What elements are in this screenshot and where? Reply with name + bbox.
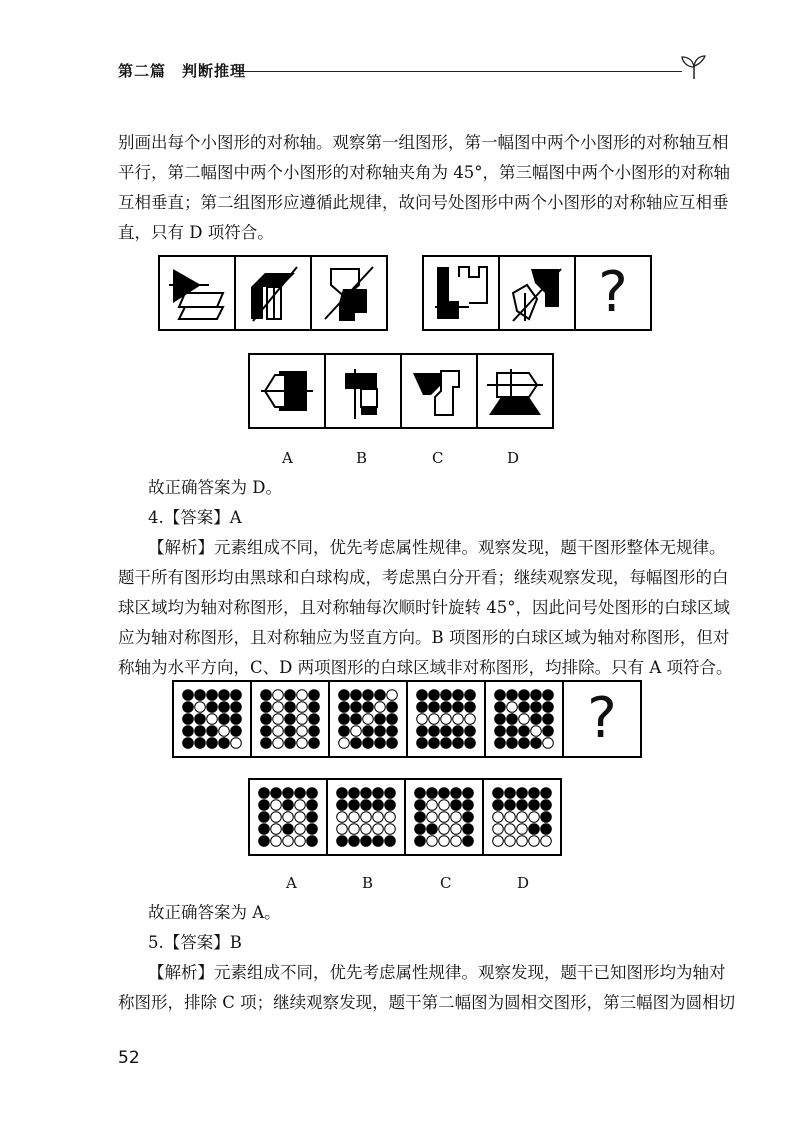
- black-ball: [219, 714, 230, 725]
- q3-option-d-figure[interactable]: [478, 353, 554, 429]
- black-ball: [285, 738, 296, 749]
- white-ball: [541, 836, 552, 847]
- white-ball: [439, 812, 450, 823]
- black-ball: [231, 726, 242, 737]
- black-ball: [337, 836, 348, 847]
- black-ball: [529, 800, 540, 811]
- q4-option-a-label[interactable]: A: [286, 874, 297, 892]
- section-title: 第二篇 判断推理: [118, 62, 247, 80]
- black-ball: [351, 714, 362, 725]
- black-ball: [261, 726, 272, 737]
- white-ball: [283, 836, 294, 847]
- black-ball: [219, 738, 230, 749]
- black-ball: [351, 702, 362, 713]
- white-ball: [373, 812, 384, 823]
- black-ball: [415, 836, 426, 847]
- white-ball: [517, 824, 528, 835]
- black-ball: [531, 714, 542, 725]
- q3-figure-4: [422, 255, 500, 331]
- black-ball: [385, 788, 396, 799]
- white-ball: [493, 836, 504, 847]
- white-ball: [337, 812, 348, 823]
- black-ball: [415, 800, 426, 811]
- black-ball: [361, 788, 372, 799]
- black-ball: [385, 800, 396, 811]
- black-ball: [373, 788, 384, 799]
- q4-figure-4: [408, 680, 486, 758]
- black-ball: [361, 836, 372, 847]
- white-ball: [271, 800, 282, 811]
- black-ball: [231, 714, 242, 725]
- white-ball: [529, 812, 540, 823]
- black-ball: [451, 800, 462, 811]
- white-ball: [271, 812, 282, 823]
- q4-analysis-4: 应为轴对称图形，且对称轴应为竖直方向。B 项图形的白球区域为轴对称图形，但对: [118, 628, 730, 647]
- q3-line-3: 互相垂直；第二组图形应遵循此规律，故问号处图形中两个小图形的对称轴应互相垂: [118, 193, 729, 212]
- black-ball: [439, 788, 450, 799]
- black-ball: [363, 702, 374, 713]
- black-ball: [543, 714, 554, 725]
- black-ball: [373, 836, 384, 847]
- black-ball: [453, 738, 464, 749]
- q3-line-2: 平行，第二幅图中两个小图形的对称轴夹角为 45°，第三幅图中两个小图形的对称轴: [118, 163, 730, 182]
- white-ball: [273, 714, 284, 725]
- black-ball: [349, 836, 360, 847]
- black-ball: [531, 690, 542, 701]
- black-ball: [375, 714, 386, 725]
- black-ball: [531, 702, 542, 713]
- white-ball: [465, 714, 476, 725]
- black-ball: [507, 726, 518, 737]
- black-ball: [417, 738, 428, 749]
- black-ball: [375, 726, 386, 737]
- black-ball: [283, 788, 294, 799]
- q3-figure-2: [236, 255, 312, 331]
- black-ball: [351, 690, 362, 701]
- black-ball: [495, 738, 506, 749]
- black-ball: [463, 824, 474, 835]
- q3-figure-group-1: [158, 255, 388, 331]
- black-ball: [417, 702, 428, 713]
- black-ball: [363, 738, 374, 749]
- black-ball: [543, 702, 554, 713]
- black-ball: [195, 738, 206, 749]
- black-ball: [465, 738, 476, 749]
- black-ball: [259, 824, 270, 835]
- black-ball: [339, 702, 350, 713]
- q4-figure-1: [172, 680, 252, 758]
- black-ball: [183, 702, 194, 713]
- q4-conclusion: 故正确答案为 A。: [148, 903, 281, 922]
- black-ball: [361, 800, 372, 811]
- black-ball: [231, 702, 242, 713]
- q4-option-c-figure[interactable]: [406, 778, 484, 856]
- black-ball: [495, 726, 506, 737]
- black-ball: [441, 690, 452, 701]
- white-ball: [273, 702, 284, 713]
- white-ball: [451, 812, 462, 823]
- black-ball: [339, 726, 350, 737]
- white-ball: [297, 738, 308, 749]
- black-ball: [207, 738, 218, 749]
- black-ball: [517, 788, 528, 799]
- question-mark: ?: [598, 260, 628, 325]
- black-ball: [261, 702, 272, 713]
- black-ball: [337, 788, 348, 799]
- black-ball: [363, 690, 374, 701]
- black-ball: [493, 800, 504, 811]
- white-ball: [297, 702, 308, 713]
- q3-option-d-label[interactable]: D: [507, 449, 520, 467]
- black-ball: [285, 726, 296, 737]
- q4-option-d-figure[interactable]: [484, 778, 562, 856]
- q4-options-row: [248, 778, 562, 856]
- black-ball: [463, 800, 474, 811]
- white-ball: [363, 714, 374, 725]
- black-ball: [541, 788, 552, 799]
- black-ball: [543, 726, 554, 737]
- black-ball: [465, 690, 476, 701]
- black-ball: [261, 690, 272, 701]
- black-ball: [207, 690, 218, 701]
- black-ball: [415, 824, 426, 835]
- q4-answer: 4.【答案】A: [148, 508, 242, 527]
- black-ball: [387, 714, 398, 725]
- black-ball: [339, 714, 350, 725]
- white-ball: [531, 726, 542, 737]
- black-ball: [441, 702, 452, 713]
- black-ball: [363, 726, 374, 737]
- white-ball: [295, 836, 306, 847]
- black-ball: [441, 726, 452, 737]
- black-ball: [429, 726, 440, 737]
- q3-figure-1: [158, 255, 236, 331]
- black-ball: [285, 714, 296, 725]
- black-ball: [351, 738, 362, 749]
- black-ball: [453, 702, 464, 713]
- white-ball: [273, 738, 284, 749]
- white-ball: [453, 714, 464, 725]
- black-ball: [519, 690, 530, 701]
- black-ball: [373, 800, 384, 811]
- black-ball: [495, 702, 506, 713]
- white-ball: [519, 714, 530, 725]
- black-ball: [271, 788, 282, 799]
- white-ball: [385, 812, 396, 823]
- white-ball: [439, 824, 450, 835]
- black-ball: [543, 690, 554, 701]
- black-ball: [219, 702, 230, 713]
- white-ball: [373, 824, 384, 835]
- header-rule: [236, 71, 682, 72]
- black-ball: [307, 836, 318, 847]
- q3-question-cell: [576, 255, 652, 331]
- q4-analysis-3: 球区域均为轴对称图形，且对称轴每次顺时针旋转 45°，因此问号处图形的白球区域: [118, 598, 730, 617]
- q4-figure-2: [252, 680, 330, 758]
- white-ball: [493, 812, 504, 823]
- black-ball: [309, 702, 320, 713]
- white-ball: [451, 836, 462, 847]
- black-ball: [195, 690, 206, 701]
- q4-analysis-2: 题干所有图形均由黑球和白球构成，考虑黑白分开看；继续观察发现，每幅图形的白: [118, 568, 729, 587]
- black-ball: [387, 702, 398, 713]
- black-ball: [307, 824, 318, 835]
- black-ball: [309, 690, 320, 701]
- q5-analysis-1: 【解析】元素组成不同，优先考虑属性规律。观察发现，题干已知图形均为轴对: [148, 963, 726, 982]
- white-ball: [295, 812, 306, 823]
- white-ball: [505, 836, 516, 847]
- black-ball: [387, 726, 398, 737]
- white-ball: [451, 824, 462, 835]
- q4-question-cell: [564, 680, 642, 758]
- white-ball: [195, 702, 206, 713]
- white-ball: [207, 714, 218, 725]
- black-ball: [453, 726, 464, 737]
- black-ball: [309, 738, 320, 749]
- black-ball: [529, 788, 540, 799]
- q4-figure-3: [330, 680, 408, 758]
- black-ball: [519, 738, 530, 749]
- black-ball: [207, 702, 218, 713]
- q4-question-row: [172, 680, 642, 758]
- black-ball: [307, 800, 318, 811]
- black-ball: [283, 800, 294, 811]
- black-ball: [541, 812, 552, 823]
- black-ball: [417, 690, 428, 701]
- white-ball: [295, 824, 306, 835]
- black-ball: [261, 714, 272, 725]
- black-ball: [505, 788, 516, 799]
- black-ball: [427, 788, 438, 799]
- white-ball: [387, 690, 398, 701]
- white-ball: [505, 812, 516, 823]
- white-ball: [349, 812, 360, 823]
- white-ball: [351, 726, 362, 737]
- black-ball: [507, 738, 518, 749]
- black-ball: [541, 800, 552, 811]
- white-ball: [283, 812, 294, 823]
- white-ball: [219, 726, 230, 737]
- question-mark: ?: [587, 686, 617, 751]
- black-ball: [309, 714, 320, 725]
- black-ball: [493, 788, 504, 799]
- black-ball: [283, 824, 294, 835]
- black-ball: [415, 812, 426, 823]
- white-ball: [441, 714, 452, 725]
- black-ball: [429, 690, 440, 701]
- black-ball: [183, 714, 194, 725]
- black-ball: [465, 726, 476, 737]
- q5-answer: 5.【答案】B: [148, 933, 242, 952]
- black-ball: [441, 738, 452, 749]
- q3-conclusion: 故正确答案为 D。: [148, 478, 282, 497]
- black-ball: [429, 738, 440, 749]
- white-ball: [507, 702, 518, 713]
- black-ball: [219, 690, 230, 701]
- white-ball: [361, 824, 372, 835]
- black-ball: [195, 714, 206, 725]
- black-ball: [339, 690, 350, 701]
- white-ball: [385, 824, 396, 835]
- black-ball: [309, 726, 320, 737]
- black-ball: [307, 812, 318, 823]
- black-ball: [463, 812, 474, 823]
- black-ball: [517, 800, 528, 811]
- q5-analysis-2: 称图形，排除 C 项；继续观察发现，题干第二幅图为圆相交图形，第三幅图为圆相切: [118, 993, 736, 1012]
- black-ball: [451, 788, 462, 799]
- black-ball: [183, 690, 194, 701]
- q4-analysis-1: 【解析】元素组成不同，优先考虑属性规律。观察发现，题干图形整体无规律。: [148, 538, 726, 557]
- white-ball: [297, 726, 308, 737]
- black-ball: [285, 702, 296, 713]
- q3-option-b-figure[interactable]: [326, 353, 402, 429]
- black-ball: [259, 836, 270, 847]
- black-ball: [429, 702, 440, 713]
- q3-line-1: 别画出每个小图形的对称轴。观察第一组图形，第一幅图中两个小图形的对称轴互相: [118, 133, 729, 152]
- black-ball: [259, 812, 270, 823]
- black-ball: [385, 836, 396, 847]
- black-ball: [285, 690, 296, 701]
- black-ball: [337, 800, 348, 811]
- q3-option-b-label[interactable]: B: [356, 449, 368, 467]
- black-ball: [259, 788, 270, 799]
- black-ball: [307, 788, 318, 799]
- q3-options-row: [248, 353, 554, 429]
- black-ball: [415, 788, 426, 799]
- white-ball: [361, 812, 372, 823]
- white-ball: [493, 824, 504, 835]
- white-ball: [439, 800, 450, 811]
- black-ball: [465, 702, 476, 713]
- black-ball: [427, 824, 438, 835]
- white-ball: [339, 738, 350, 749]
- black-ball: [463, 836, 474, 847]
- white-ball: [439, 836, 450, 847]
- white-ball: [505, 824, 516, 835]
- black-ball: [261, 738, 272, 749]
- q3-figure-group-2: [422, 255, 652, 331]
- white-ball: [427, 800, 438, 811]
- black-ball: [529, 824, 540, 835]
- black-ball: [505, 800, 516, 811]
- white-ball: [375, 702, 386, 713]
- q3-figure-5: [500, 255, 576, 331]
- white-ball: [295, 800, 306, 811]
- black-ball: [507, 714, 518, 725]
- q3-option-a-label[interactable]: A: [282, 449, 293, 467]
- black-ball: [231, 690, 242, 701]
- q3-figure-3: [312, 255, 388, 331]
- sprout-icon: [678, 54, 710, 80]
- q4-figure-5: [486, 680, 564, 758]
- white-ball: [429, 714, 440, 725]
- black-ball: [183, 738, 194, 749]
- white-ball: [297, 714, 308, 725]
- black-ball: [495, 714, 506, 725]
- white-ball: [417, 714, 428, 725]
- black-ball: [507, 690, 518, 701]
- white-ball: [271, 836, 282, 847]
- black-ball: [349, 800, 360, 811]
- q4-analysis-5: 称轴为水平方向，C、D 两项图形的白球区域非对称图形，均排除。只有 A 项符合。: [118, 658, 733, 677]
- black-ball: [519, 726, 530, 737]
- white-ball: [349, 824, 360, 835]
- q3-option-a-figure[interactable]: [248, 353, 326, 429]
- black-ball: [375, 738, 386, 749]
- white-ball: [273, 726, 284, 737]
- white-ball: [337, 824, 348, 835]
- black-ball: [417, 726, 428, 737]
- black-ball: [531, 738, 542, 749]
- white-ball: [297, 690, 308, 701]
- q4-option-a-figure[interactable]: [248, 778, 328, 856]
- white-ball: [273, 690, 284, 701]
- black-ball: [519, 702, 530, 713]
- white-ball: [529, 836, 540, 847]
- black-ball: [463, 788, 474, 799]
- black-ball: [387, 738, 398, 749]
- white-ball: [517, 812, 528, 823]
- white-ball: [543, 738, 554, 749]
- q4-option-c-label[interactable]: C: [440, 874, 452, 892]
- black-ball: [349, 788, 360, 799]
- white-ball: [231, 738, 242, 749]
- black-ball: [541, 824, 552, 835]
- black-ball: [207, 726, 218, 737]
- black-ball: [259, 800, 270, 811]
- white-ball: [427, 812, 438, 823]
- q3-option-c-label[interactable]: C: [432, 449, 444, 467]
- q3-line-4: 直，只有 D 项符合。: [118, 223, 274, 242]
- black-ball: [375, 690, 386, 701]
- white-ball: [427, 836, 438, 847]
- q4-option-d-label[interactable]: D: [517, 874, 530, 892]
- black-ball: [495, 690, 506, 701]
- q3-option-c-figure[interactable]: [402, 353, 478, 429]
- white-ball: [517, 836, 528, 847]
- q4-option-b-label[interactable]: B: [362, 874, 374, 892]
- white-ball: [271, 824, 282, 835]
- black-ball: [453, 690, 464, 701]
- page-number: 52: [118, 1048, 140, 1068]
- q4-option-b-figure[interactable]: [328, 778, 406, 856]
- running-header: [118, 54, 708, 84]
- black-ball: [183, 726, 194, 737]
- black-ball: [195, 726, 206, 737]
- black-ball: [295, 788, 306, 799]
